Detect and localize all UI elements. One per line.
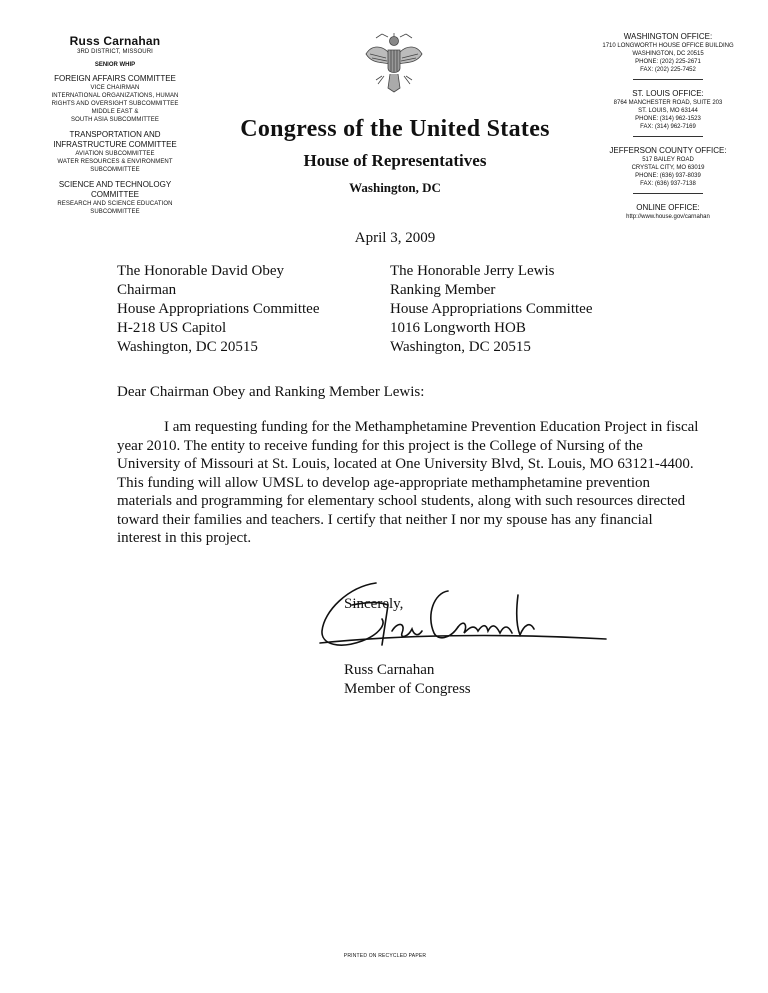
signer-name: Russ Carnahan: [344, 662, 435, 678]
office-name: ST. LOUIS OFFICE:: [632, 89, 704, 98]
recipient-address: [117, 262, 319, 357]
office-website-link[interactable]: http://www.house.gov/carnahan: [626, 214, 710, 220]
address-line: Ranking Member: [390, 282, 496, 298]
committee-line: RIGHTS AND OVERSIGHT SUBCOMMITTEE: [51, 101, 179, 107]
member-title: SENIOR WHIP: [94, 62, 136, 68]
office-line: PHONE: (314) 962-1523: [635, 116, 701, 122]
address-line: House Appropriations Committee: [390, 301, 593, 317]
address-line: H-218 US Capitol: [117, 320, 227, 336]
divider: [633, 79, 703, 80]
office-line: 1710 LONGWORTH HOUSE OFFICE BUILDING: [602, 43, 734, 49]
member-name: Russ Carnahan: [69, 34, 161, 48]
committee-name: FOREIGN AFFAIRS COMMITTEE: [54, 74, 176, 83]
address-line: Washington, DC 20515: [117, 339, 258, 355]
office-name: WASHINGTON OFFICE:: [623, 32, 713, 41]
office-line: 8764 MANCHESTER ROAD, SUITE 203: [613, 100, 723, 106]
committee-line: VICE CHAIRMAN: [90, 85, 140, 91]
divider: [633, 193, 703, 194]
office-name: ONLINE OFFICE:: [636, 203, 700, 212]
office-line: ST. LOUIS, MO 63144: [638, 108, 698, 114]
committee-line: AVIATION SUBCOMMITTEE: [75, 151, 155, 157]
footer-note: PRINTED ON RECYCLED PAPER: [343, 953, 427, 959]
city-title: Washington, DC: [349, 180, 441, 195]
address-line: Chairman: [117, 282, 177, 298]
address-line: Washington, DC 20515: [390, 339, 531, 355]
committee-line: MIDDLE EAST &: [91, 109, 139, 115]
office-line: FAX: (636) 937-7138: [640, 181, 696, 187]
committee-line: INTERNATIONAL ORGANIZATIONS, HUMAN: [51, 93, 179, 99]
committee-line: SOUTH ASIA SUBCOMMITTEE: [71, 117, 159, 123]
office-line: CRYSTAL CITY, MO 63019: [631, 165, 705, 171]
office-line: 517 BAILEY ROAD: [642, 157, 694, 163]
office-info: [588, 32, 748, 221]
address-line: House Appropriations Committee: [117, 301, 320, 317]
member-district: 3RD DISTRICT, MISSOURI: [77, 49, 153, 55]
committee-name: TRANSPORTATION AND INFRASTRUCTURE COMMITTEE: [53, 130, 177, 149]
office-line: PHONE: (202) 225-2671: [635, 59, 701, 65]
committee-line: WATER RESOURCES & ENVIRONMENT: [57, 159, 173, 165]
signer-title: Member of Congress: [344, 681, 471, 697]
office-name: JEFFERSON COUNTY OFFICE:: [609, 146, 727, 155]
office-line: WASHINGTON, DC 20515: [632, 51, 704, 57]
closing: Sincerely,: [344, 596, 404, 612]
committee-line: RESEARCH AND SCIENCE EDUCATION: [57, 201, 173, 207]
office-line: FAX: (202) 225-7452: [640, 67, 696, 73]
salutation: Dear Chairman Obey and Ranking Member Lewis:: [117, 384, 425, 400]
office-line: PHONE: (636) 937-8039: [635, 173, 701, 179]
divider: [633, 136, 703, 137]
office-line: FAX: (314) 962-7169: [640, 124, 696, 130]
member-info: [30, 34, 200, 216]
address-line: The Honorable Jerry Lewis: [390, 263, 555, 279]
handwritten-signature: [318, 575, 610, 661]
recipient-address: [390, 262, 592, 357]
eagle-seal-icon: [362, 32, 426, 96]
committee-line: SUBCOMMITTEE: [90, 209, 140, 215]
house-title: House of Representatives: [303, 151, 487, 170]
committee-name: SCIENCE AND TECHNOLOGY COMMITTEE: [58, 180, 172, 199]
congress-title: Congress of the United States: [240, 116, 550, 142]
letter-body: I am requesting funding for the Methamphetamine Prevention Education Project in fiscal year 2010. The entity to receive funding for this project is the College of Nursing of the University of Missouri at St. Louis, located at One University Blvd, St. Louis, MO 63121-4400. This funding will allow UMSL to develop age-appropriate methamphetamine prevention materials and programming for elementary school students, along with such resources directed toward their families and teachers. I certify that neither I nor my spouse has any financial interest in this project.: [117, 419, 699, 546]
address-line: 1016 Longworth HOB: [390, 320, 526, 336]
committee-line: SUBCOMMITTEE: [90, 167, 140, 173]
address-line: The Honorable David Obey: [117, 263, 285, 279]
letter-date: April 3, 2009: [354, 230, 436, 246]
signature-block: [344, 661, 471, 699]
